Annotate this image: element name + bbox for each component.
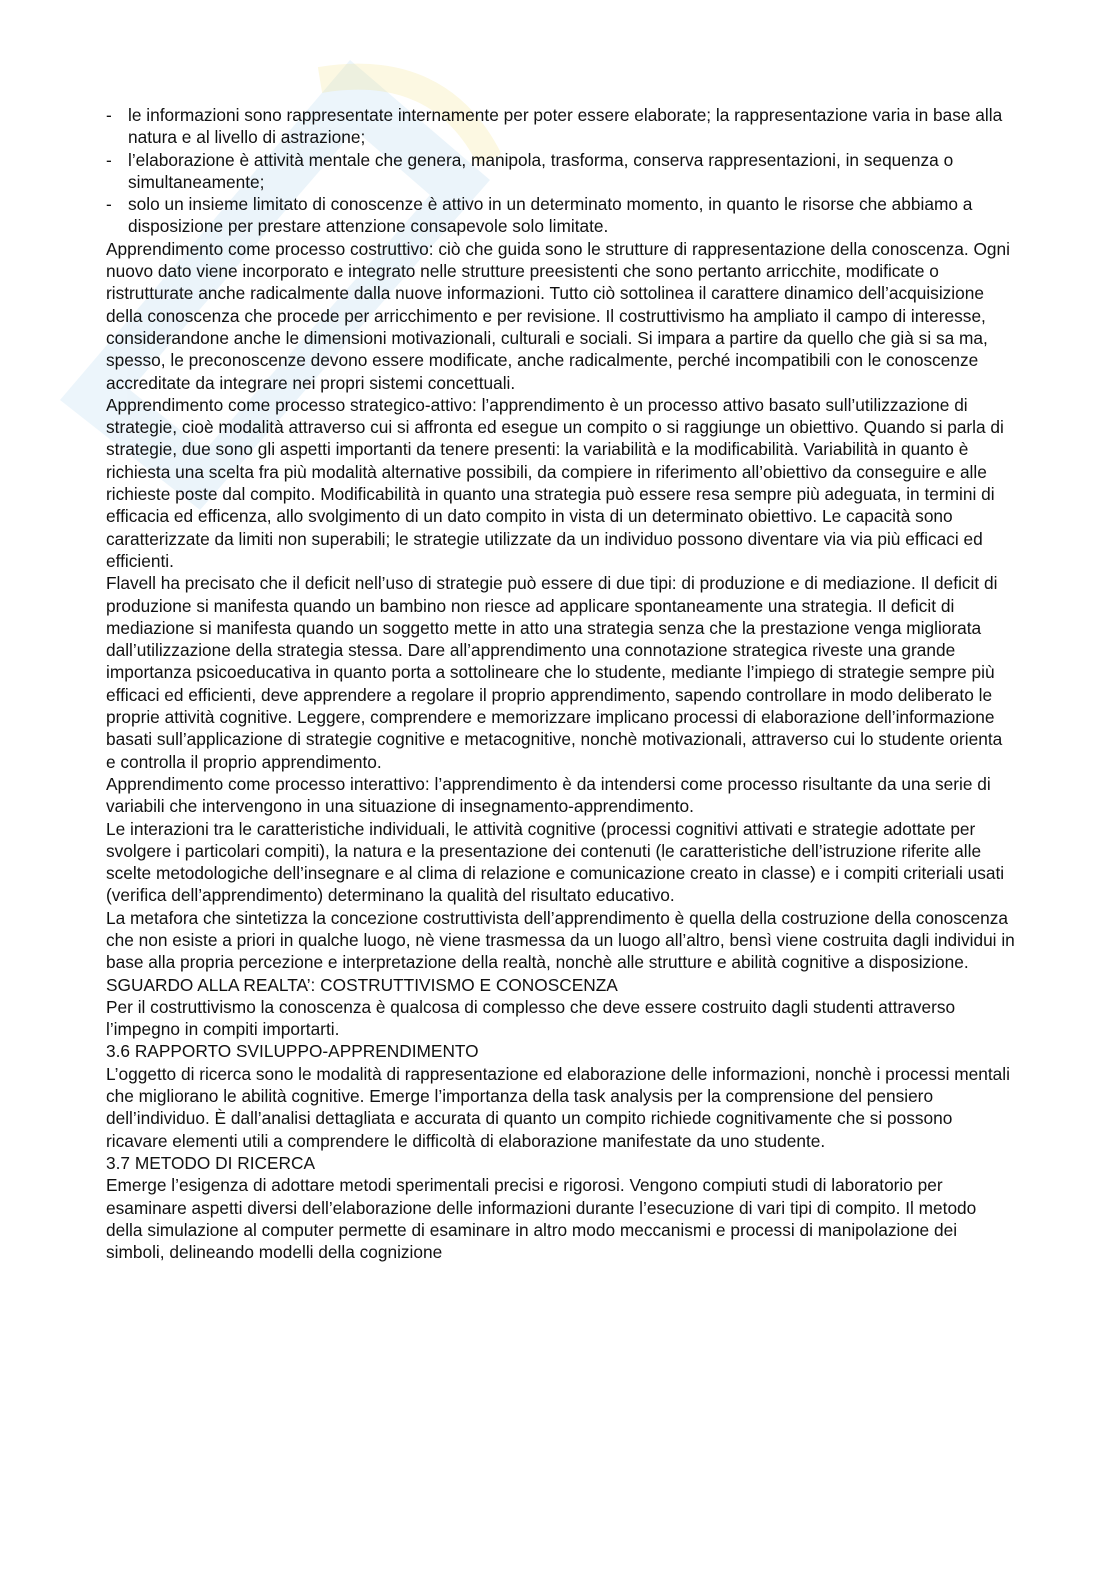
paragraph-interazioni: Le interazioni tra le caratteristiche individuali, le attività cognitive (processi cognitivi attivati e strategie adottate per svolgere i particolari compiti), la natura e la presentazione dei contenuti (le caratteristiche dell’istruzione riferite alle scelte metodologiche dell’insegnare e al clima di relazione e comunicazione creato in classe) e i compiti criteriali usati (verifica dell’apprendimento) determinano la qualità del risultato educativo. — [106, 818, 1005, 906]
paragraph-flavell: Flavell ha precisato che il deficit nell’uso di strategie può essere di due tipi: di produzione e di mediazione. Il deficit di produzione si manifesta quando un bambino non riesce ad applicare spontaneamente una strategia. Il deficit di mediazione si manifesta quando un soggetto mette in atto una strategia senza che la prestazione venga migliorata dall’utilizzazione della strategia stessa. Dare all’apprendimento una connotazione strategica riveste una grande importanza psicoeducativa in quanto porta a sottolineare che lo studente, mediante l’impiego di strategie sempre più efficaci ed efficienti, deve apprendere a regolare il proprio apprendimento, sapendo controllare in modo deliberato le proprie attività cognitive. Leggere, comprendere e memorizzare implicano processi di elaborazione dell’informazione basati sull’applicazione di strategie cognitive e metacognitive, nonchè motivazionali, attraverso cui lo studente orienta e controlla il proprio apprendimento. — [106, 573, 1003, 772]
list-item — [106, 193, 1016, 238]
list-item-text: solo un insieme limitato di conoscenze è attivo in un determinato momento, in quanto le risorse che abbiamo a disposizione per prestare attenzione consapevole solo limitate. — [128, 194, 973, 237]
paragraph-metodo: Emerge l’esigenza di adottare metodi sperimentali precisi e rigorosi. Vengono compiuti studi di laboratorio per esaminare aspetti diversi dell’elaborazione delle informazioni durante l’esecuzione di vari tipi di compito. Il metodo della simulazione al computer permette di esaminare in altro modo meccanismi e processi di manipolazione dei simboli, delineando modelli della cognizione — [106, 1175, 977, 1263]
document-page — [106, 104, 1016, 1263]
paragraph-sguardo: Per il costruttivismo la conoscenza è qualcosa di complesso che deve essere costruito dagli studenti attraverso l’impegno in compiti importarti. — [106, 996, 956, 1040]
bullet-dash: - — [106, 149, 112, 170]
list-item-text: le informazioni sono rappresentate internamente per poter essere elaborate; la rappresentazione varia in base alla natura e al livello di astrazione; — [128, 105, 1003, 148]
list-item — [106, 149, 1016, 194]
bullet-list — [106, 104, 1016, 238]
list-item — [106, 104, 1016, 149]
bullet-dash: - — [106, 105, 112, 125]
section-heading-metodo: 3.7 METODO DI RICERCA — [106, 1152, 316, 1173]
paragraph-costruttivo: Apprendimento come processo costruttivo: ciò che guida sono le strutture di rappresentazione della conoscenza. Ogni nuovo dato viene incorporato e integrato nelle strutture preesistenti che sono pertanto arricchite, modificate o ristrutturate anche radicalmente dalla nuove informazioni. Tutto ciò sottolinea il carattere dinamico dell’acquisizione della conoscenza che procede per arricchimento e per revisione. Il costruttivismo ha ampliato il campo di interesse, considerandone anche le dimensioni motivazionali, culturali e sociali. Si impara a partire da quello che già si sa ma, spesso, le preconoscenze devono essere modificate, anche radicalmente, perché incompatibili con le conoscenze accreditate da integrare nei propri sistemi concettuali. — [106, 238, 1010, 393]
paragraph-metafora: La metafora che sintetizza la concezione costruttivista dell’apprendimento è quella della costruzione della conoscenza che non esiste a priori in qualche luogo, nè viene trasmessa da un luogo all’altro, bensì viene costruita dagli individui in base alla propria percezione e interpretazione della realtà, nonchè alle strutture e abilità cognitive a disposizione. — [106, 907, 1015, 973]
paragraph-strategico: Apprendimento come processo strategico-attivo: l’apprendimento è un processo attivo basato sull’utilizzazione di strategie, cioè modalità attraverso cui si affronta ed esegue un compito o si raggiunge un obiettivo. Quando si parla di strategie, due sono gli aspetti importanti da tenere presenti: la variabilità e la modificabilità. Variabilità in quanto è richiesta una scelta fra più modalità alternative possibili, da compiere in riferimento all’obiettivo da conseguire e alle richieste poste dal compito. Modificabilità in quanto una strategia può essere resa sempre più adeguata, in termini di efficacia ed efficenza, allo svolgimento di un dato compito in vista di un determinato obiettivo. Le capacità sono caratterizzate da limiti non superabili; le strategie utilizzate da un individuo possono diventare via via più efficaci ed efficienti. — [106, 394, 1004, 571]
list-item-text: l’elaborazione è attività mentale che genera, manipola, trasforma, conserva rappresentazioni, in sequenza o simultaneamente; — [128, 149, 954, 192]
section-heading-sguardo: SGUARDO ALLA REALTA’: COSTRUTTIVISMO E CONOSCENZA — [106, 974, 618, 995]
paragraph-rapporto: L’oggetto di ricerca sono le modalità di rappresentazione ed elaborazione delle informazioni, nonchè i processi mentali che migliorano le abilità cognitive. Emerge l’importanza della task analysis per la comprensione del pensiero dell’individuo. È dall’analisi dettagliata e accurata di quanto un compito richiede cognitivamente che si possono ricavare elementi utili a comprendere le difficoltà di elaborazione manifestate da uno studente. — [106, 1063, 1010, 1151]
paragraph-interattivo: Apprendimento come processo interattivo: l’apprendimento è da intendersi come processo risultante da una serie di variabili che intervengono in una situazione di insegnamento-apprendimento. — [106, 773, 991, 817]
bullet-dash: - — [106, 194, 112, 215]
section-heading-rapporto: 3.6 RAPPORTO SVILUPPO-APPRENDIMENTO — [106, 1041, 479, 1062]
